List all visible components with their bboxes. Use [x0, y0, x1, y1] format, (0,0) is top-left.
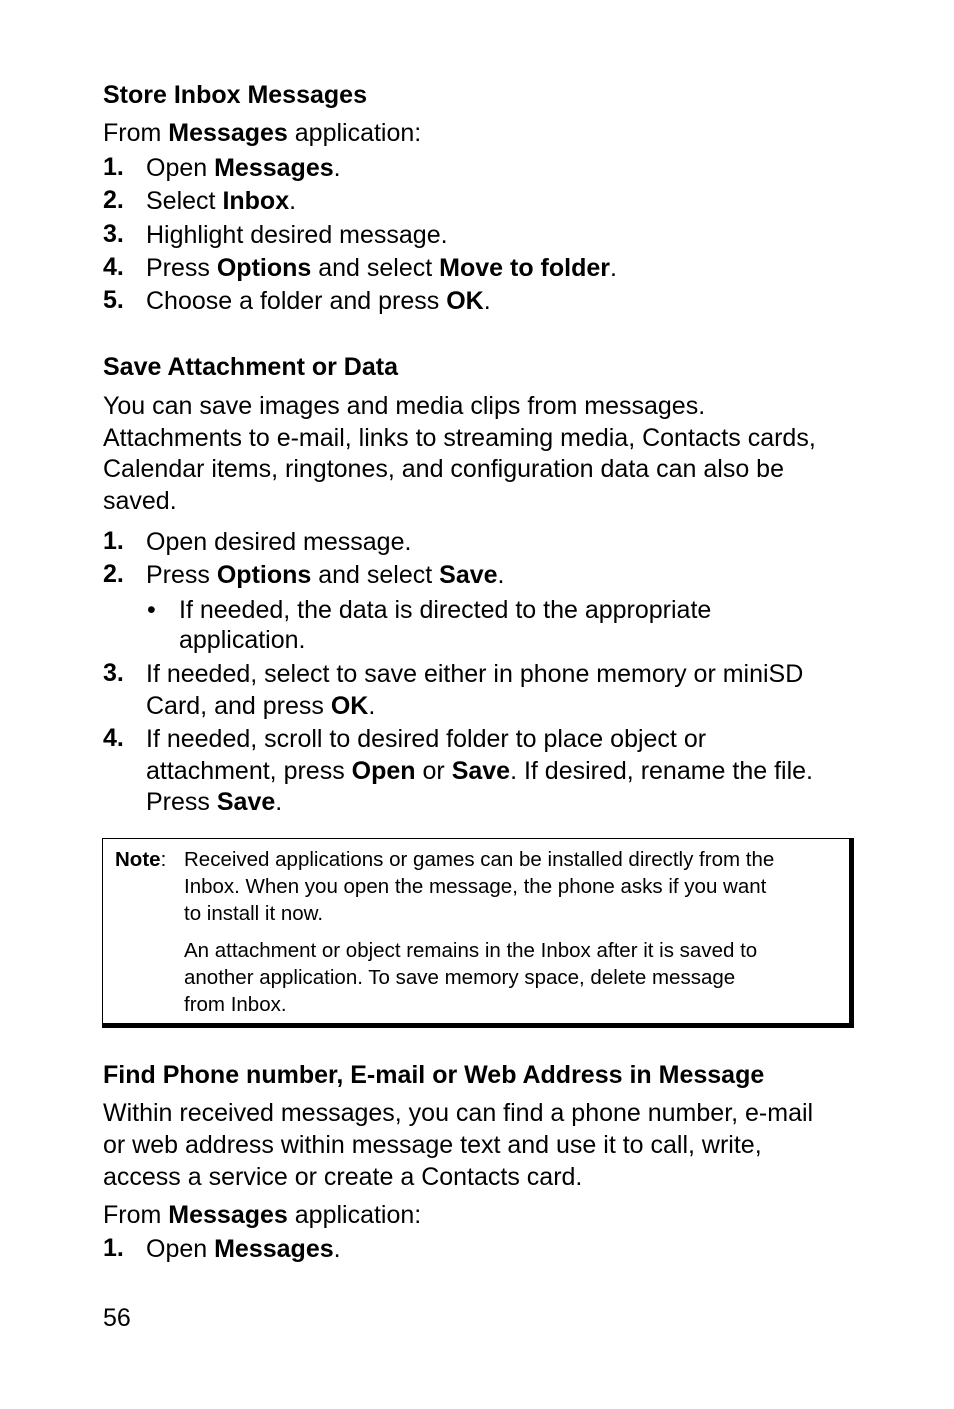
save-step-1-text: Open desired message. [146, 528, 412, 556]
save-para-line-3: Calendar items, ringtones, and configuration data can also be [103, 455, 784, 483]
save-step-3-number: 3. [103, 659, 124, 687]
store-intro: From Messages application: [103, 119, 422, 147]
save-step-2-text: Press Options and select Save. [146, 561, 505, 589]
find-para-line-2: or web address within message text and use it to call, write, [103, 1131, 762, 1159]
save-bullet-line-2: application. [179, 626, 306, 654]
save-step-2-number: 2. [103, 560, 124, 588]
note-para-1-line-2: Inbox. When you open the message, the phone asks if you want [184, 875, 767, 898]
heading-save-attachment-or-data: Save Attachment or Data [103, 353, 398, 381]
save-step-3-line-1: If needed, select to save either in phone memory or miniSD [146, 660, 804, 688]
find-para-line-1: Within received messages, you can find a phone number, e-mail [103, 1099, 814, 1127]
store-step-3-text: Highlight desired message. [146, 221, 448, 249]
save-para-line-4: saved. [103, 487, 177, 515]
heading-store-inbox-messages: Store Inbox Messages [103, 81, 367, 109]
store-step-1-text: Open Messages. [146, 154, 341, 182]
find-step-1-number: 1. [103, 1234, 124, 1262]
store-step-2-text: Select Inbox. [146, 187, 297, 215]
save-step-3-line-2: Card, and press OK. [146, 692, 376, 720]
page-number: 56 [103, 1304, 131, 1332]
save-para-line-1: You can save images and media clips from messages. [103, 392, 706, 420]
note-para-1-line-1: Received applications or games can be installed directly from the [184, 848, 775, 871]
note-para-2-line-3: from Inbox. [184, 993, 287, 1016]
find-step-1-text: Open Messages. [146, 1235, 341, 1263]
store-step-3-number: 3. [103, 220, 124, 248]
note-label: Note: [115, 848, 167, 871]
find-para-line-3: access a service or create a Contacts card. [103, 1163, 583, 1191]
store-step-5-text: Choose a folder and press OK. [146, 287, 491, 315]
store-step-4-text: Press Options and select Move to folder. [146, 254, 617, 282]
note-para-2-line-1: An attachment or object remains in the Inbox after it is saved to [184, 939, 758, 962]
save-step-4-line-3: Press Save. [146, 788, 283, 816]
store-step-4-number: 4. [103, 253, 124, 281]
store-step-1-number: 1. [103, 153, 124, 181]
save-step-4-number: 4. [103, 724, 124, 752]
save-step-4-line-1: If needed, scroll to desired folder to place object or [146, 725, 707, 753]
note-para-1-line-3: to install it now. [184, 902, 324, 925]
save-step-4-line-2: attachment, press Open or Save. If desired, rename the file. [146, 757, 814, 785]
save-step-1-number: 1. [103, 527, 124, 555]
find-intro: From Messages application: [103, 1201, 422, 1229]
store-step-5-number: 5. [103, 286, 124, 314]
save-bullet-line-1: If needed, the data is directed to the appropriate [179, 596, 712, 624]
save-para-line-2: Attachments to e-mail, links to streaming media, Contacts cards, [103, 424, 816, 452]
store-step-2-number: 2. [103, 186, 124, 214]
note-para-2-line-2: another application. To save memory space, delete message [184, 966, 736, 989]
heading-find-phone-number: Find Phone number, E-mail or Web Address in Message [103, 1061, 765, 1089]
save-bullet-mark: • [147, 596, 156, 624]
